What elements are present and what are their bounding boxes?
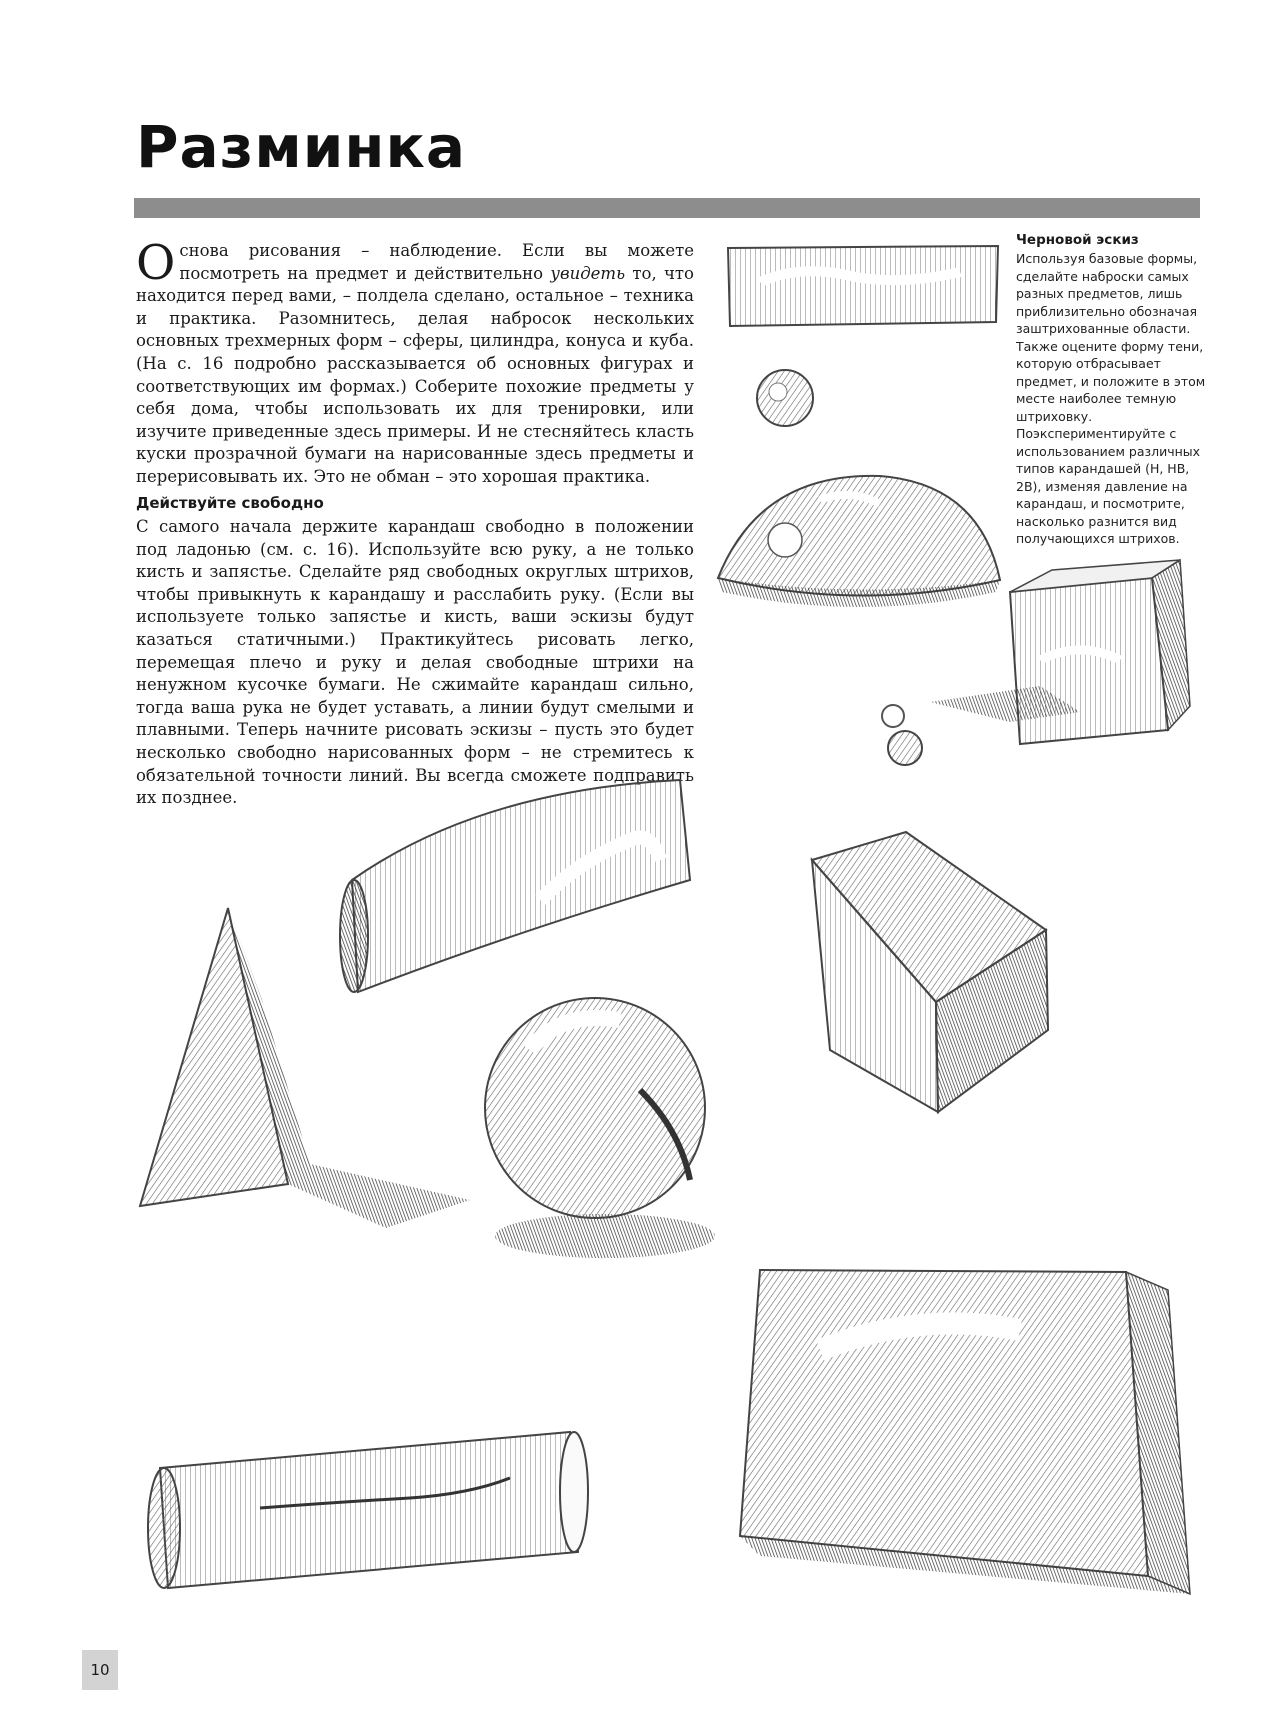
intro-emphasis: увидеть — [550, 263, 626, 283]
sketch-flat-box — [728, 246, 998, 326]
sketch-large-slab — [740, 1270, 1190, 1594]
section-heading: Действуйте свободно — [136, 494, 324, 512]
page-title: Разминка — [136, 113, 466, 181]
sketch-small-sphere — [757, 370, 813, 426]
sketch-rotated-box — [812, 832, 1048, 1112]
page-number-text: 10 — [90, 1661, 110, 1679]
sketch-large-sphere — [485, 998, 715, 1258]
page-number — [82, 1650, 118, 1690]
drop-cap: О — [136, 235, 176, 291]
sidebar-title: Черновой эскиз — [1016, 232, 1139, 248]
sketch-half-dome — [718, 476, 1000, 607]
sketch-tilted-cylinder — [340, 780, 690, 992]
section-paragraph: С самого начала держите карандаш свободно в положении под ладонью (см. с. 16). Используйте всю руку, а не только кисть и запястье. Сделайте ряд свободных округлых штрихов, чтобы привыкнуть к карандашу и расслабить руку. (Если вы используете только запястье и кисть, ваши эскизы будут казаться статичными.) Практикуйтесь рисовать легко, перемещая плечо и руку и делая свободные штрихи на ненужном кусочке бумаги. Не сжимайте карандаш сильно, тогда ваша рука не будет уставать, а линии будут смелыми и плавными. Теперь начните рисовать эскизы – пусть это будет несколько свободно нарисованных форм – не стремитесь к обязательной точности линий. Вы всегда сможете подправить их позднее. — [136, 517, 694, 808]
intro-text-1: снова рисования – наблюдение. Если вы можете посмотреть на предмет и действительно — [179, 241, 694, 283]
intro-text-2: то, что находится перед вами, – полдела сделано, остальное – техника и практика. Разомнитесь, делая набросок нескольких основных трехмерных форм – сферы, цилиндра, конуса и куба. (На с. 16 подробно рассказывается об основных фигурах и соответствующих им формах.) Соберите похожие предметы у себя дома, чтобы использовать их для тренировки, или изучите приведенные здесь примеры. И не стесняйтесь класть куски прозрачной бумаги на нарисованные здесь предметы и перерисовывать их. Это не обман – это хорошая практика. — [136, 263, 694, 486]
sidebar-text: Используя базовые формы, сделайте наброски самых разных предметов, лишь приблизительно обозначая заштрихованные области. Также оцените форму тени, которую отбрасывает предмет, и положите в этом месте наиболее темную штриховку. Поэкспериментируйте с использованием различных типов карандашей (H, HB, 2B), изменяя давление на карандаш, и посмотрите, насколько разнится вид получающихся штрихов. — [1016, 251, 1206, 546]
sketch-long-cylinder — [148, 1432, 588, 1588]
